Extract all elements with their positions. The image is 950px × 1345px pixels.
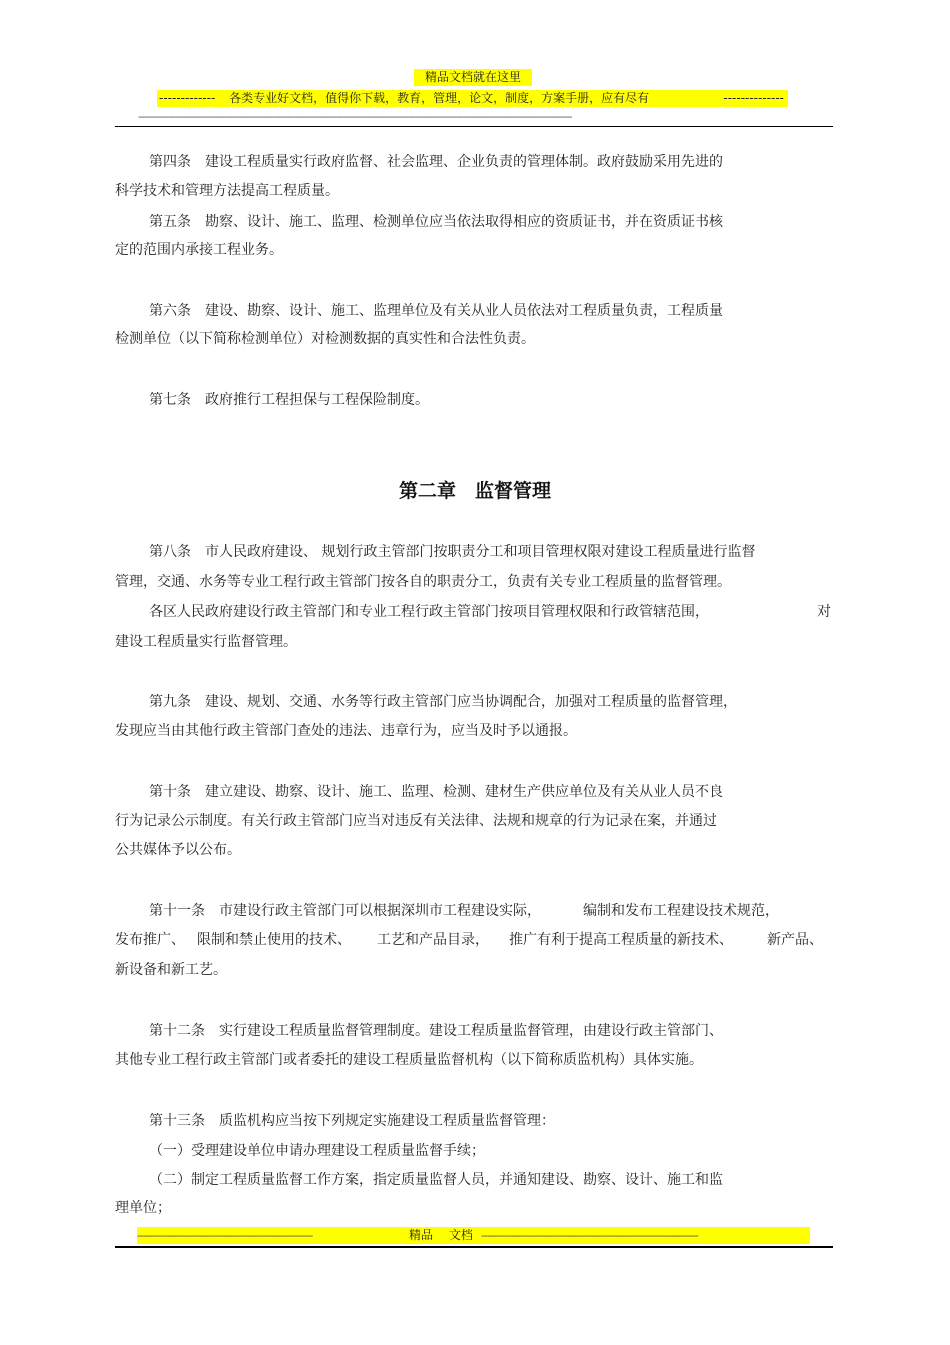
article-8-line-3-text: 各区人民政府建设行政主管部门和专业工程行政主管部门按项目管理权限和行政管辖范围， bbox=[149, 604, 709, 620]
article-10-line-2: 行为记录公示制度。有关行政主管部门应当对违反有关法律、法规和规章的行为记录在案，并通过 bbox=[115, 813, 717, 829]
header-rule bbox=[115, 126, 833, 127]
article-8-line-3 bbox=[115, 602, 833, 622]
article-11-line-2-d: 推广有利于提高工程质量的新技术、 bbox=[509, 932, 733, 948]
footer-right-dashes: ------------------------------------------------------------------------- bbox=[481, 1229, 698, 1242]
chapter-title: 第二章 监督管理 bbox=[398, 480, 551, 502]
article-4-line-2: 科学技术和管理方法提高工程质量。 bbox=[115, 183, 339, 199]
article-13-item-2-line-2: 理单位； bbox=[115, 1200, 171, 1216]
header-title-text: 精品文档就在这里 bbox=[424, 70, 521, 84]
article-13-item-1: （一）受理建设单位申请办理建设工程质量监督手续； bbox=[149, 1143, 485, 1159]
article-12-line-1: 第十二条 实行建设工程质量监督管理制度。建设工程质量监督管理，由建设行政主管部门、 bbox=[149, 1023, 723, 1039]
article-11-line-2-b: 限制和禁止使用的技术、 bbox=[197, 932, 351, 948]
article-11-line-2 bbox=[115, 930, 823, 950]
header-banner-tagline bbox=[157, 90, 788, 107]
article-11-line-1-b: 编制和发布工程建设技术规范， bbox=[583, 903, 779, 919]
footer-rule bbox=[115, 1246, 833, 1248]
footer-text: 精品 文档 bbox=[409, 1228, 473, 1242]
article-12-line-2: 其他专业工程行政主管部门或者委托的建设工程质量监督机构（以下简称质监机构）具体实施。 bbox=[115, 1052, 703, 1068]
article-8-line-1: 第八条 市人民政府建设、 规划行政主管部门按职责分工和项目管理权限对建设工程质量进行监督 bbox=[149, 544, 756, 560]
article-10-line-3: 公共媒体予以公布。 bbox=[115, 842, 241, 858]
article-11-line-1 bbox=[149, 901, 779, 921]
article-13-item-2-line-1: （二）制定工程质量监督工作方案，指定质量监督人员，并通知建设、勘察、设计、施工和监 bbox=[149, 1172, 723, 1188]
header-banner-title bbox=[414, 69, 532, 86]
article-13-line-1: 第十三条 质监机构应当按下列规定实施建设工程质量监督管理： bbox=[149, 1113, 555, 1129]
article-11-line-1-a: 第十一条 市建设行政主管部门可以根据深圳市工程建设实际， bbox=[149, 903, 541, 919]
article-7-line-1: 第七条 政府推行工程担保与工程保险制度。 bbox=[149, 392, 429, 408]
article-8-line-2: 管理，交通、水务等专业工程行政主管部门按各自的职责分工，负责有关专业工程质量的监督管理。 bbox=[115, 574, 731, 590]
article-11-line-2-c: 工艺和产品目录， bbox=[377, 932, 489, 948]
article-4-line-1: 第四条 建设工程质量实行政府监督、社会监理、企业负责的管理体制。政府鼓励采用先进的 bbox=[149, 154, 723, 170]
header-right-dashes: -------------- bbox=[723, 91, 784, 105]
article-9-line-2: 发现应当由其他行政主管部门查处的违法、违章行为，应当及时予以通报。 bbox=[115, 723, 577, 739]
article-11-line-2-e: 新产品、 bbox=[767, 932, 823, 948]
article-11-line-2-a: 发布推广、 bbox=[115, 932, 185, 948]
footer-banner bbox=[137, 1227, 810, 1244]
article-8-line-3-end: 对 bbox=[817, 604, 831, 620]
article-8-line-4: 建设工程质量实行监督管理。 bbox=[115, 634, 297, 650]
footer-left-dashes: ----------------------------------------------------------- bbox=[137, 1229, 313, 1242]
article-9-line-1: 第九条 建设、规划、交通、水务等行政主管部门应当协调配合，加强对工程质量的监督管理， bbox=[149, 694, 737, 710]
article-10-line-1: 第十条 建立建设、勘察、设计、施工、监理、检测、建材生产供应单位及有关从业人员不良 bbox=[149, 784, 723, 800]
header-dash-line: -------------------------------------------------------------------------------------------------------------------------------------------------- bbox=[138, 110, 572, 123]
article-6-line-1: 第六条 建设、勘察、设计、施工、监理单位及有关从业人员依法对工程质量负责，工程质量 bbox=[149, 303, 723, 319]
article-11-line-3: 新设备和新工艺。 bbox=[115, 962, 227, 978]
header-tagline-text: 各类专业好文档，值得你下载，教育，管理，论文，制度，方案手册，应有尽有 bbox=[229, 91, 650, 105]
article-5-line-1: 第五条 勘察、设计、施工、监理、检测单位应当依法取得相应的资质证书，并在资质证书核 bbox=[149, 214, 723, 230]
article-6-line-2: 检测单位（以下简称检测单位）对检测数据的真实性和合法性负责。 bbox=[115, 331, 535, 347]
header-left-dashes: ------------- bbox=[159, 91, 216, 105]
article-5-line-2: 定的范围内承接工程业务。 bbox=[115, 242, 283, 258]
